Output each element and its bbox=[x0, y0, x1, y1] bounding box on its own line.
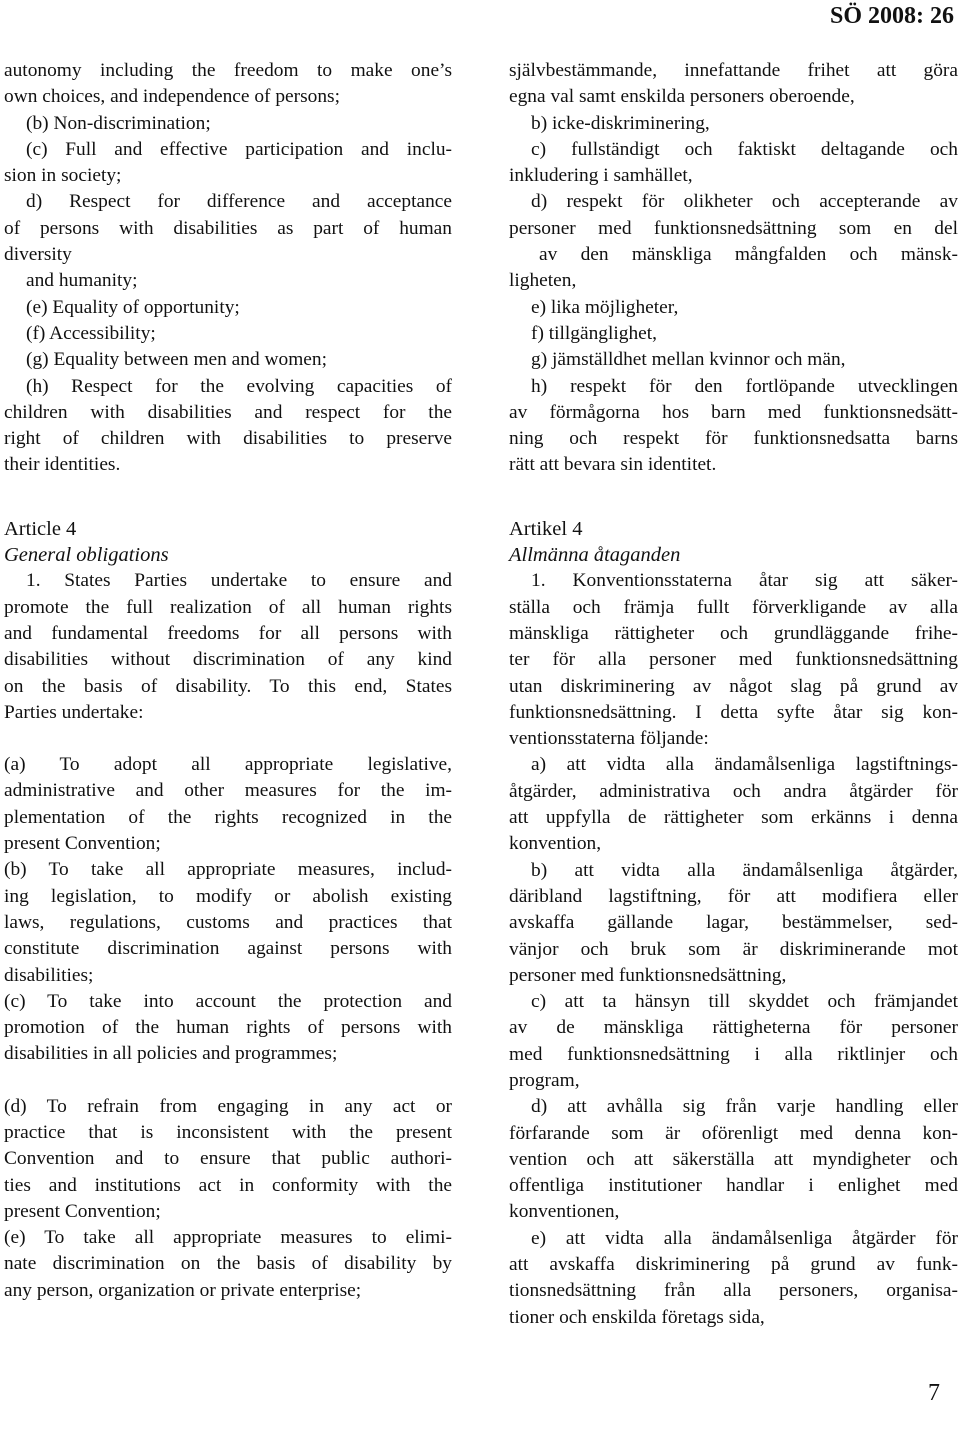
english-text-line: Convention and to ensure that public authori- bbox=[4, 1148, 452, 1170]
swedish-text-line: av den mänskliga mångfalden och mänsk- bbox=[539, 244, 958, 266]
swedish-text-line: program, bbox=[509, 1069, 580, 1091]
english-text-line: autonomy including the freedom to make one’s bbox=[4, 60, 452, 81]
swedish-text-line: med funktionsnedsättning i alla riktlinjer och bbox=[509, 1043, 958, 1065]
swedish-text-line: tionsnedsättning från alla personers, organisa- bbox=[509, 1280, 958, 1302]
english-column bbox=[4, 58, 452, 1304]
english-text-line: constitute discrimination against persons with bbox=[4, 938, 452, 960]
swedish-text-line: av förmågorna hos barn med funktionsnedsätt- bbox=[509, 401, 958, 423]
swedish-text-line: ställa och främja fullt förverkligande av alla bbox=[509, 596, 958, 618]
english-text-line: ing legislation, to modify or abolish existing bbox=[4, 885, 452, 907]
english-text-line: their identities. bbox=[4, 454, 121, 476]
english-text-line: (a) To adopt all appropriate legislative, bbox=[4, 754, 452, 776]
english-article-subheading: General obligations bbox=[4, 544, 169, 567]
swedish-text-line: självbestämmande, innefattande frihet att göra bbox=[509, 60, 958, 81]
english-text-line: on the basis of disability. To this end, States bbox=[4, 675, 452, 697]
swedish-article-subheading: Allmänna åtaganden bbox=[509, 544, 681, 567]
english-text-line: (b) Non-discrimination; bbox=[26, 112, 211, 134]
swedish-text-line: d) respekt för olikheter och accepterande av bbox=[531, 191, 958, 213]
swedish-text-line: funktionsnedsättning. I detta syfte åtar sig kon- bbox=[509, 701, 958, 723]
english-text-line: own choices, and independence of persons; bbox=[4, 86, 340, 108]
swedish-text-line: d) att avhålla sig från varje handling eller bbox=[531, 1096, 958, 1118]
swedish-text-line: förfarande som är oförenligt med denna kon- bbox=[509, 1122, 958, 1144]
swedish-text-line: a) att vidta alla ändamålsenliga lagstiftnings- bbox=[531, 754, 958, 776]
swedish-text-line: mänskliga rättigheter och grundläggande frihe- bbox=[509, 622, 958, 644]
swedish-text-line: konvention, bbox=[509, 833, 602, 855]
english-text-line: promotion of the human rights of persons with bbox=[4, 1017, 452, 1039]
english-text-line: promote the full realization of all human rights bbox=[4, 596, 452, 618]
swedish-text-line: ter för alla personer med funktionsnedsättning bbox=[509, 649, 958, 671]
swedish-text-line: utan diskriminering av något slag på grund av bbox=[509, 675, 958, 697]
english-text-line: practice that is inconsistent with the present bbox=[4, 1121, 452, 1143]
swedish-column bbox=[509, 58, 958, 1331]
swedish-text-line: vänjor och bruk som är diskriminerande mot bbox=[509, 938, 958, 960]
english-text-line: (c) Full and effective participation and inclu- bbox=[26, 138, 452, 160]
english-text-line: administrative and other measures for the im- bbox=[4, 780, 452, 802]
english-text-line: diversity bbox=[4, 244, 72, 266]
swedish-text-line: f) tillgänglighet, bbox=[531, 322, 658, 344]
swedish-text-line: att uppfylla de rättigheter som erkänns i denna bbox=[509, 807, 958, 829]
swedish-text-line: b) att vidta alla ändamålsenliga åtgärder, bbox=[531, 859, 958, 881]
swedish-text-line: h) respekt för den fortlöpande utvecklingen bbox=[531, 375, 958, 397]
english-text-line: (g) Equality between men and women; bbox=[26, 349, 327, 371]
english-text-line: present Convention; bbox=[4, 833, 161, 855]
english-text-line: disabilities without discrimination of any kind bbox=[4, 649, 452, 671]
swedish-text-line: rätt att bevara sin identitet. bbox=[509, 454, 717, 476]
page-number: 7 bbox=[928, 1380, 940, 1406]
swedish-text-line: b) icke-diskriminering, bbox=[531, 112, 710, 134]
english-text-line: (f) Accessibility; bbox=[26, 322, 156, 344]
english-text-line: (e) To take all appropriate measures to elimi- bbox=[4, 1227, 452, 1249]
swedish-text-line: personer med funktionsnedsättning som en del bbox=[509, 217, 958, 239]
english-text-line: 1. States Parties undertake to ensure and bbox=[26, 570, 452, 592]
swedish-text-line: avskaffa gällande lagar, bestämmelser, sed- bbox=[509, 912, 958, 934]
english-text-line: and humanity; bbox=[26, 270, 138, 292]
swedish-article-heading: Artikel 4 bbox=[509, 517, 583, 540]
english-text-line: (e) Equality of opportunity; bbox=[26, 296, 240, 318]
swedish-text-line: däribland lagstiftning, för att modifiera eller bbox=[509, 885, 958, 907]
document-code: SÖ 2008: 26 bbox=[829, 3, 954, 29]
swedish-text-line: c) att ta hänsyn till skyddet och främjandet bbox=[531, 991, 958, 1013]
english-text-line: plementation of the rights recognized in the bbox=[4, 806, 452, 828]
swedish-text-line: tioner och enskilda företags sida, bbox=[509, 1306, 765, 1328]
english-text-line: nate discrimination on the basis of disability by bbox=[4, 1253, 452, 1275]
english-text-line: children with disabilities and respect for the bbox=[4, 401, 452, 423]
english-text-line: disabilities in all policies and programmes; bbox=[4, 1043, 338, 1065]
english-text-line: present Convention; bbox=[4, 1200, 161, 1222]
swedish-text-line: 1. Konventionsstaterna åtar sig att säker- bbox=[531, 570, 958, 592]
swedish-text-line: g) jämställdhet mellan kvinnor och män, bbox=[531, 349, 846, 371]
english-text-line: (c) To take into account the protection and bbox=[4, 990, 452, 1012]
english-text-line: disabilities; bbox=[4, 964, 94, 986]
english-text-line: laws, regulations, customs and practices that bbox=[4, 911, 452, 933]
swedish-text-line: inkludering i samhället, bbox=[509, 165, 693, 187]
swedish-text-line: e) lika möjligheter, bbox=[531, 296, 679, 318]
swedish-text-line: ning och respekt för funktionsnedsatta barns bbox=[509, 428, 958, 450]
english-text-line: (h) Respect for the evolving capacities of bbox=[26, 375, 452, 397]
english-text-line: (d) To refrain from engaging in any act or bbox=[4, 1095, 452, 1117]
swedish-text-line: e) att vidta alla ändamålsenliga åtgärder för bbox=[531, 1227, 958, 1249]
swedish-text-line: att avskaffa diskriminering på grund av funk- bbox=[509, 1254, 958, 1276]
english-text-line: right of children with disabilities to preserve bbox=[4, 428, 452, 450]
swedish-text-line: egna val samt enskilda personers oberoende, bbox=[509, 86, 855, 108]
english-text-line: of persons with disabilities as part of human bbox=[4, 217, 452, 239]
swedish-text-line: personer med funktionsnedsättning, bbox=[509, 964, 787, 986]
swedish-text-line: offentliga institutioner handlar i enlighet med bbox=[509, 1175, 958, 1197]
swedish-text-line: c) fullständigt och faktiskt deltagande och bbox=[531, 138, 958, 160]
swedish-text-line: åtgärder, administrativa och andra åtgärder för bbox=[509, 780, 958, 802]
english-text-line: any person, organization or private enterprise; bbox=[4, 1279, 362, 1301]
english-text-line: ties and institutions act in conformity with the bbox=[4, 1174, 452, 1196]
english-text-line: sion in society; bbox=[4, 165, 122, 187]
swedish-text-line: vention och att säkerställa att myndigheter och bbox=[509, 1148, 958, 1170]
swedish-text-line: ventionsstaterna följande: bbox=[509, 728, 709, 750]
english-article-heading: Article 4 bbox=[4, 517, 77, 540]
swedish-text-line: ligheten, bbox=[509, 270, 577, 292]
english-text-line: (b) To take all appropriate measures, includ- bbox=[4, 859, 452, 881]
english-text-line: and fundamental freedoms for all persons with bbox=[4, 622, 452, 644]
swedish-text-line: av de mänskliga rättigheterna för personer bbox=[509, 1017, 958, 1039]
swedish-text-line: konventionen, bbox=[509, 1201, 620, 1223]
english-text-line: d) Respect for difference and acceptance bbox=[26, 191, 452, 213]
english-text-line: Parties undertake: bbox=[4, 701, 144, 723]
